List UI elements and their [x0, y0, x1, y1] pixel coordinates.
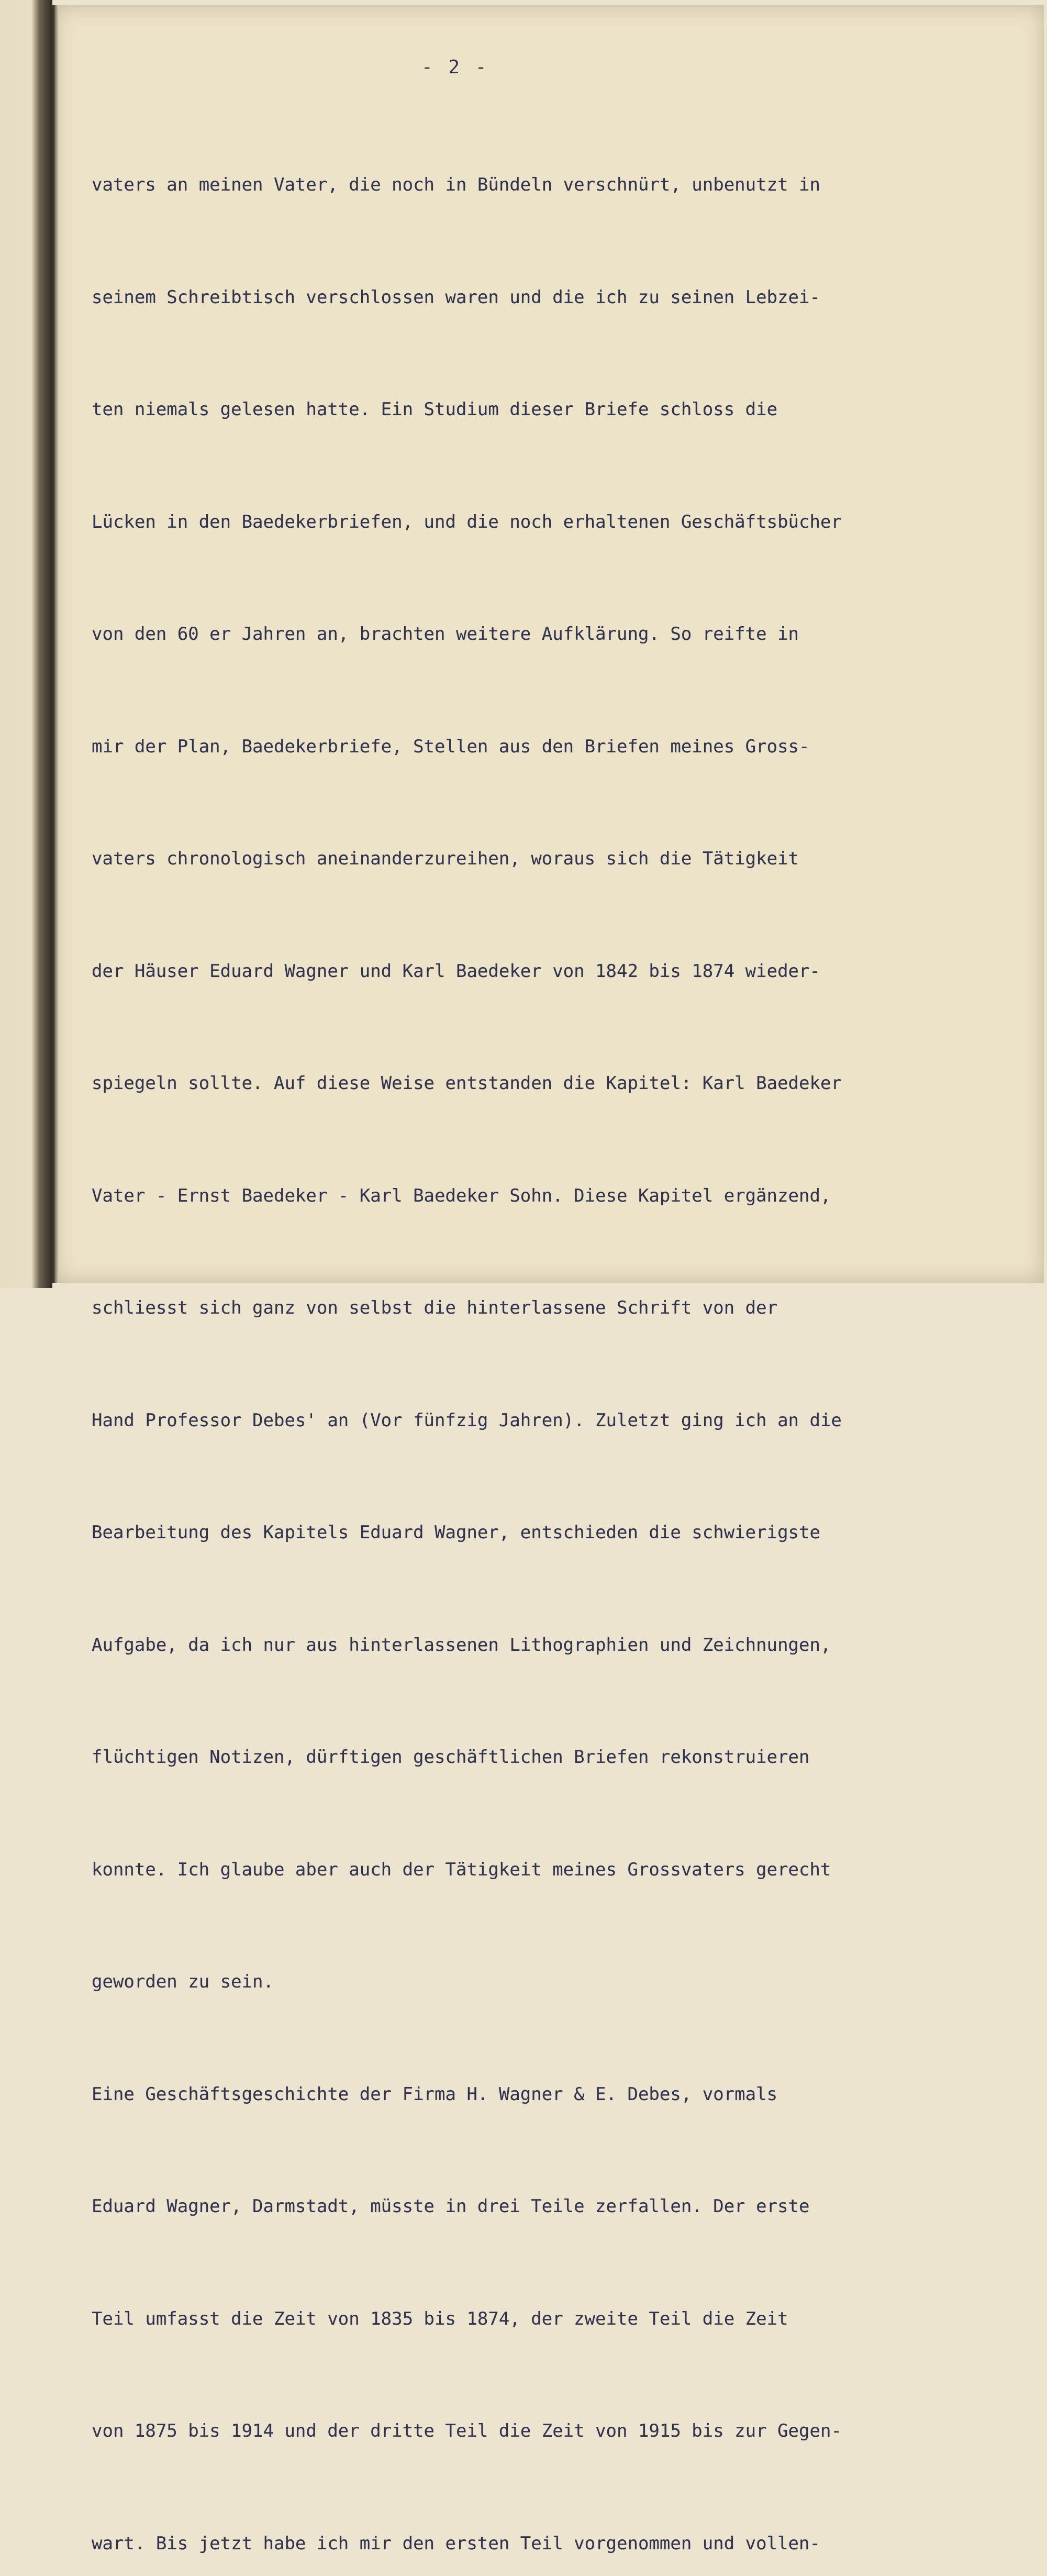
text-line: ten niemals gelesen hatte. Ein Studium dieser Briefe schloss die: [92, 399, 778, 420]
text-line: vaters chronologisch aneinanderzureihen, woraus sich die Tätigkeit: [92, 848, 799, 869]
text-line: wart. Bis jetzt habe ich mir den ersten Teil vorgenommen und vollen-: [92, 2533, 820, 2554]
text-line: konnte. Ich glaube aber auch der Tätigkeit meines Grossvaters gerecht: [92, 1859, 831, 1880]
text-line: seinem Schreibtisch verschlossen waren und die ich zu seinen Lebzei-: [92, 286, 820, 308]
book-gutter: [0, 0, 52, 1288]
text-line: flüchtigen Notizen, dürftigen geschäftlichen Briefen rekonstruieren: [92, 1747, 810, 1768]
text-line: Eine Geschäftsgeschichte der Firma H. Wagner & E. Debes, vormals: [92, 2083, 778, 2105]
page-spine-shadow: [54, 5, 59, 1283]
text-line: geworden zu sein.: [92, 1971, 274, 1992]
text-line: schliesst sich ganz von selbst die hinterlassene Schrift von der: [92, 1297, 778, 1318]
body-text: [92, 92, 955, 2576]
text-line: mir der Plan, Baedekerbriefe, Stellen aus den Briefen meines Gross-: [92, 736, 810, 757]
text-line: vaters an meinen Vater, die noch in Bündeln verschnürt, unbenutzt in: [92, 174, 820, 195]
text-line: Vater - Ernst Baedeker - Karl Baedeker Sohn. Diese Kapitel ergänzend,: [92, 1185, 831, 1206]
text-line: Teil umfasst die Zeit von 1835 bis 1874, der zweite Teil die Zeit: [92, 2308, 788, 2329]
text-line: Eduard Wagner, Darmstadt, müsste in drei Teile zerfallen. Der erste: [92, 2196, 810, 2217]
text-line: Lücken in den Baedekerbriefen, und die noch erhaltenen Geschäftsbücher: [92, 511, 842, 532]
text-line: Aufgabe, da ich nur aus hinterlassenen Lithographien und Zeichnungen,: [92, 1634, 831, 1656]
text-line: Bearbeitung des Kapitels Eduard Wagner, entschieden die schwierigste: [92, 1522, 820, 1543]
page-number: - 2 -: [421, 57, 489, 78]
text-line: spiegeln sollte. Auf diese Weise entstanden die Kapitel: Karl Baedeker: [92, 1073, 842, 1094]
text-line: der Häuser Eduard Wagner und Karl Baedeker von 1842 bis 1874 wieder-: [92, 960, 820, 982]
text-line: von den 60 er Jahren an, brachten weitere Aufklärung. So reifte in: [92, 624, 799, 645]
text-line: von 1875 bis 1914 und der dritte Teil die Zeit von 1915 bis zur Gegen-: [92, 2420, 842, 2441]
text-line: Hand Professor Debes' an (Vor fünfzig Jahren). Zuletzt ging ich an die: [92, 1409, 842, 1431]
